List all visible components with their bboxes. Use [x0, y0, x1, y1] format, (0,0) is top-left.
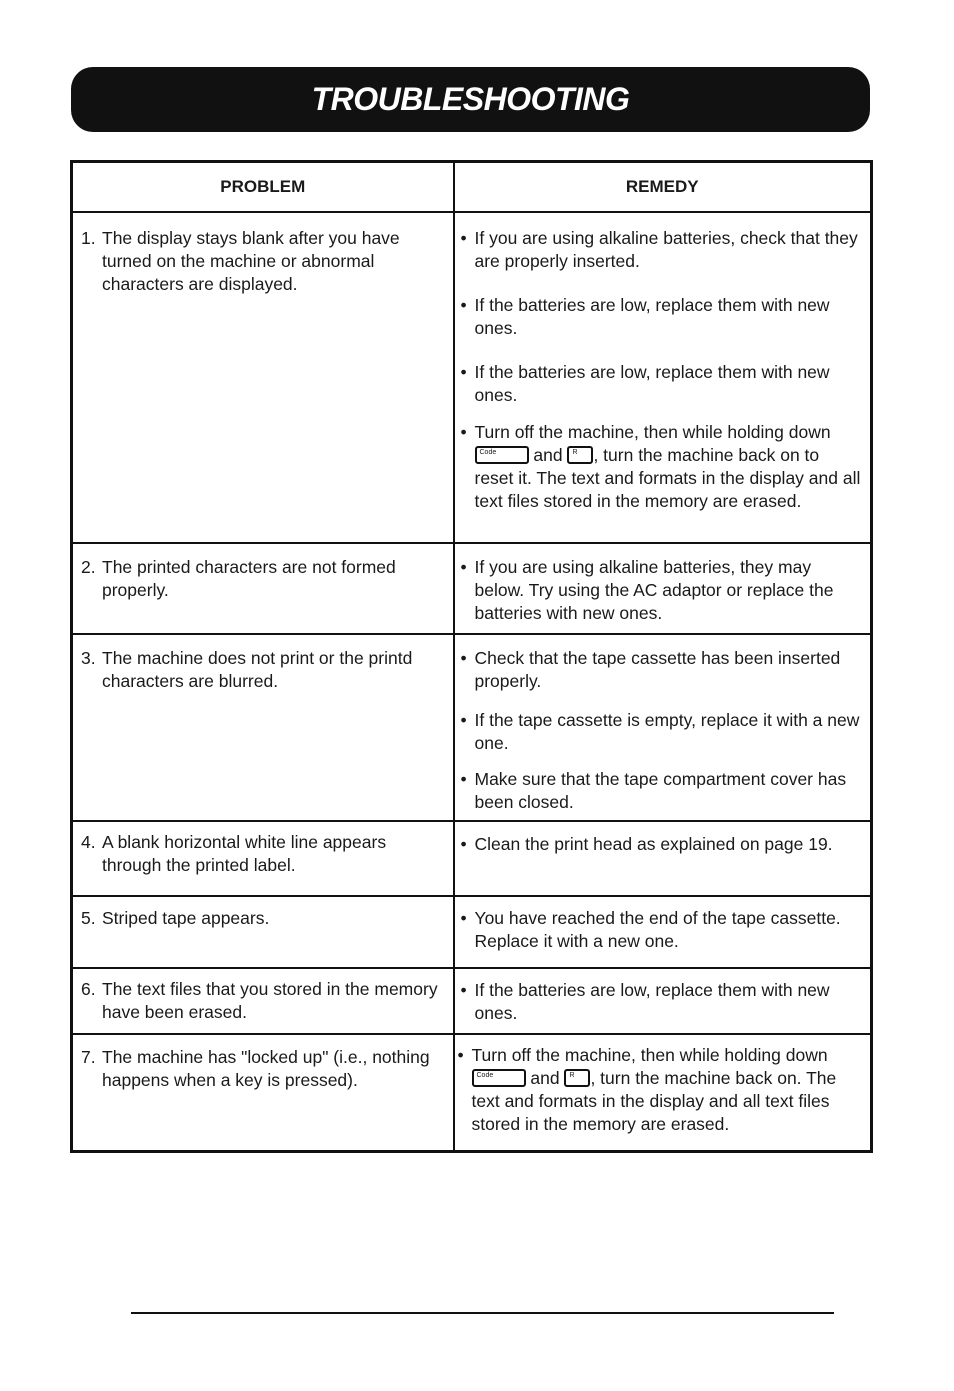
remedy-item: • Make sure that the tape compartment cover has been closed. [461, 768, 863, 814]
problem-text: The printed characters are not formed properly. [102, 557, 396, 600]
problem-number: 1. [81, 228, 96, 248]
title-banner [71, 67, 870, 132]
remedy-cell [454, 896, 872, 968]
remedy-text: Turn off the machine, then while holding down [474, 422, 831, 442]
problem-number: 3. [81, 648, 96, 668]
remedy-text: If the tape cassette is empty, replace it with a new one. [474, 710, 860, 753]
remedy-text: If you are using alkaline batteries, check that they are properly inserted. [474, 228, 858, 271]
table-row [72, 968, 872, 1034]
remedy-text: If the batteries are low, replace them with new ones. [474, 980, 830, 1023]
problem-number: 7. [81, 1047, 96, 1067]
table-header-row [72, 162, 872, 213]
problem-text: The machine does not print or the printd characters are blurred. [102, 648, 413, 691]
code-key-label: Code [476, 1072, 494, 1079]
remedy-item: • If you are using alkaline batteries, check that they are properly inserted. [461, 227, 863, 273]
problem-number: 6. [81, 979, 96, 999]
remedy-item: • If the batteries are low, replace them with new ones. [461, 979, 863, 1025]
remedy-item: • If you are using alkaline batteries, they may below. Try using the AC adaptor or replace the batteries with new ones. [461, 556, 863, 625]
table-row [72, 212, 872, 543]
problem-number: 2. [81, 557, 96, 577]
code-key-label: Code [479, 449, 497, 456]
remedy-cell [454, 968, 872, 1034]
remedy-cell [454, 634, 872, 821]
remedy-cell [454, 543, 872, 634]
footer-rule [131, 1312, 834, 1314]
remedy-text: Turn off the machine, then while holding down [471, 1045, 828, 1065]
r-key-label: R [572, 449, 578, 456]
remedy-text: If the batteries are low, replace them with new ones. [474, 295, 830, 338]
table-row [72, 634, 872, 821]
problem-number: 4. [81, 832, 96, 852]
problem-text: The text files that you stored in the memory have been erased. [102, 979, 438, 1022]
remedy-text: Check that the tape cassette has been inserted properly. [474, 648, 841, 691]
remedy-text: and [533, 445, 563, 465]
r-key-icon [567, 446, 593, 464]
remedy-item: • Turn off the machine, then while holding down Code and R , turn the machine back on to reset it. The text and formats in the display and all text files stored in the memory are erased. [460, 422, 861, 511]
remedy-cell [454, 1034, 872, 1151]
remedy-cell [454, 821, 872, 896]
problem-header: PROBLEM [72, 162, 454, 213]
problem-cell [72, 543, 454, 634]
problem-cell [72, 634, 454, 821]
remedy-text: If the batteries are low, replace them with new ones. [474, 362, 830, 405]
remedy-text: , turn the machine back on to reset it. The text and formats in the display and all text files stored in the memory are erased. [474, 445, 861, 511]
remedy-text: You have reached the end of the tape cassette. Replace it with a new one. [474, 908, 841, 951]
table-row [72, 821, 872, 896]
remedy-item: • Clean the print head as explained on page 19. [461, 833, 863, 856]
remedy-header: REMEDY [454, 162, 872, 213]
problem-cell [72, 968, 454, 1034]
code-key-icon [475, 446, 529, 464]
remedy-item: • If the batteries are low, replace them with new ones. [461, 361, 863, 407]
problem-cell [72, 212, 454, 543]
remedy-text: If you are using alkaline batteries, they may below. Try using the AC adaptor or replace the batteries with new ones. [474, 557, 834, 623]
problem-cell [72, 896, 454, 968]
problem-text: The display stays blank after you have turned on the machine or abnormal characters are displayed. [102, 228, 400, 294]
remedy-text: and [530, 1068, 560, 1088]
remedy-item: • You have reached the end of the tape cassette. Replace it with a new one. [461, 907, 863, 953]
troubleshooting-table [70, 160, 873, 1153]
remedy-text: Clean the print head as explained on page 19. [474, 834, 833, 854]
remedy-item: • If the tape cassette is empty, replace it with a new one. [461, 709, 863, 755]
r-key-label: R [569, 1072, 575, 1079]
remedy-item: • Check that the tape cassette has been inserted properly. [461, 647, 863, 693]
code-key-icon [472, 1069, 526, 1087]
remedy-text: , turn the machine back on. The text and formats in the display and all text files stored in the memory are erased. [471, 1068, 837, 1134]
remedy-item: • If the batteries are low, replace them with new ones. [461, 294, 863, 340]
table-row [72, 1034, 872, 1151]
problem-text: The machine has "locked up" (i.e., nothing happens when a key is pressed). [102, 1047, 430, 1090]
problem-cell [72, 1034, 454, 1151]
page-title: TROUBLESHOOTING [311, 81, 630, 117]
r-key-icon [564, 1069, 590, 1087]
remedy-text: Make sure that the tape compartment cover has been closed. [474, 769, 847, 812]
problem-text: Striped tape appears. [102, 908, 270, 928]
problem-number: 5. [81, 908, 96, 928]
table-row [72, 896, 872, 968]
problem-cell [72, 821, 454, 896]
remedy-cell [454, 212, 872, 543]
problem-text: A blank horizontal white line appears through the printed label. [102, 832, 387, 875]
remedy-item: • Turn off the machine, then while holding down Code and R , turn the machine back on. The text and formats in the display and all text files stored in the memory are erased. [457, 1045, 837, 1134]
table-row [72, 543, 872, 634]
